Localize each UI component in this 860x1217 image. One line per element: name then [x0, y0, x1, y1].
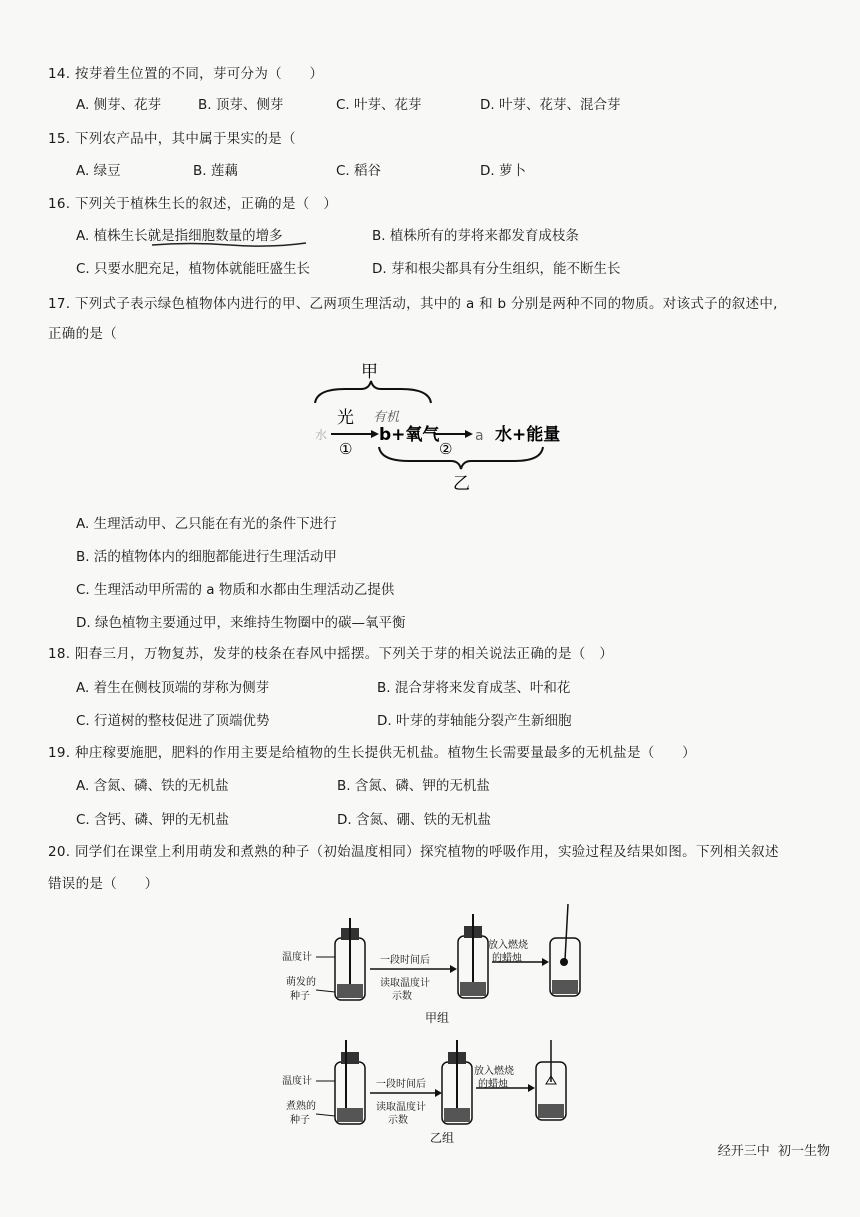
q15-option-b: B. 莲藕	[193, 163, 238, 179]
q17-option-a: A. 生理活动甲、乙只能在有光的条件下进行	[76, 516, 337, 532]
fig-group-b-label: 乙组	[430, 1131, 455, 1145]
question-17-stem-line2: 正确的是（	[48, 326, 117, 342]
question-16-stem: 16. 下列关于植株生长的叙述，正确的是（ ）	[48, 196, 338, 212]
fig-a-read-2: 示数	[392, 991, 412, 1002]
footer-subject: 初一生物	[777, 1144, 830, 1159]
q18-option-a: A. 着生在侧枝顶端的芽称为侧芽	[76, 680, 270, 696]
equation-light-label: 光	[337, 408, 354, 428]
q14-option-c: C. 叶芽、花芽	[336, 97, 422, 113]
question-20-stem-line2: 错误的是（ ）	[48, 876, 159, 892]
fig-a-candle-1: 放入燃烧	[488, 940, 528, 951]
q18-option-b: B. 混合芽将来发育成茎、叶和花	[377, 680, 571, 696]
equation-left-term: 水	[315, 428, 328, 442]
question-14-stem: 14. 按芽着生位置的不同，芽可分为（ ）	[48, 66, 324, 82]
q17-option-b: B. 活的植物体内的细胞都能进行生理活动甲	[76, 549, 337, 565]
fig-b-candle-1: 放入燃烧	[474, 1066, 514, 1077]
equation-label-jia: 甲	[361, 362, 378, 382]
q17-option-c: C. 生理活动甲所需的 a 物质和水都由生理活动乙提供	[76, 582, 395, 598]
fig-b-seeds-label-1: 煮熟的	[286, 1101, 316, 1112]
footer	[718, 1140, 830, 1159]
fig-group-a-label: 甲组	[425, 1011, 450, 1025]
fig-a-after-time: 一段时间后	[380, 955, 430, 966]
fig-b-candle-2: 的蜡烛	[478, 1079, 508, 1090]
fig-b-after-time: 一段时间后	[376, 1079, 426, 1090]
q19-option-a: A. 含氮、磷、铁的无机盐	[76, 778, 229, 794]
question-19-stem: 19. 种庄稼要施肥，肥料的作用主要是给植物的生长提供无机盐。植物生长需要量最多的无机盐是（ ）	[48, 745, 696, 761]
q14-option-d: D. 叶芽、花芽、混合芽	[480, 97, 621, 113]
fig-b-seeds-label-2: 种子	[290, 1115, 310, 1126]
equation-mid-term: b+氧气	[379, 425, 440, 445]
q18-option-d: D. 叶芽的芽轴能分裂产生新细胞	[377, 713, 572, 729]
q16-option-c: C. 只要水肥充足，植物体就能旺盛生长	[76, 261, 311, 277]
fig-b-thermometer-label: 温度计	[282, 1076, 312, 1087]
equation-step-1: ①	[339, 440, 353, 458]
q14-option-a: A. 侧芽、花芽	[76, 97, 162, 113]
equation-handwriting: 有机	[373, 410, 400, 425]
q15-option-a: A. 绿豆	[76, 163, 121, 179]
q18-option-c: C. 行道树的整枝促进了顶端优势	[76, 713, 270, 729]
question-15-stem: 15. 下列农产品中，其中属于果实的是（	[48, 131, 296, 147]
q17-equation-diagram	[305, 355, 575, 495]
fig-b-read-2: 示数	[388, 1115, 408, 1126]
handwritten-underline	[150, 240, 310, 248]
q19-option-d: D. 含氮、硼、铁的无机盐	[337, 812, 491, 828]
equation-right-rest: 水+能量	[495, 425, 561, 445]
q19-option-b: B. 含氮、磷、钾的无机盐	[337, 778, 490, 794]
q17-option-d: D. 绿色植物主要通过甲，来维持生物圈中的碳—氧平衡	[76, 615, 406, 631]
q15-option-c: C. 稻谷	[336, 163, 382, 179]
fig-b-read-1: 读取温度计	[376, 1102, 426, 1113]
fig-a-thermometer-label: 温度计	[282, 952, 312, 963]
equation-right-term: a	[475, 428, 484, 444]
q20-experiment-figure	[280, 900, 600, 1150]
question-17-stem-line1: 17. 下列式子表示绿色植物体内进行的甲、乙两项生理活动，其中的 a 和 b 分别是两种不同的物质。对该式子的叙述中,	[48, 296, 778, 312]
q16-option-a: A. 植株生长就是指细胞数量的增多	[76, 228, 283, 244]
q16-option-d: D. 芽和根尖都具有分生组织，能不断生长	[372, 261, 621, 277]
question-18-stem: 18. 阳春三月，万物复苏，发芽的枝条在春风中摇摆。下列关于芽的相关说法正确的是（ ）	[48, 646, 614, 662]
fig-a-candle-2: 的蜡烛	[492, 953, 522, 964]
fig-a-seeds-label-1: 萌发的	[286, 977, 316, 988]
fig-a-seeds-label-2: 种子	[290, 991, 310, 1002]
fig-a-read-1: 读取温度计	[380, 978, 430, 989]
equation-step-2: ②	[439, 440, 453, 458]
q19-option-c: C. 含钙、磷、钾的无机盐	[76, 812, 230, 828]
question-20-stem-line1: 20. 同学们在课堂上利用萌发和煮熟的种子（初始温度相同）探究植物的呼吸作用，实验过程及结果如图。下列相关叙述	[48, 844, 779, 860]
equation-label-yi: 乙	[453, 474, 470, 494]
q15-option-d: D. 萝卜	[480, 163, 526, 179]
q16-option-b: B. 植株所有的芽将来都发育成枝条	[372, 228, 579, 244]
q14-option-b: B. 顶芽、侧芽	[198, 97, 284, 113]
footer-school: 经开三中	[717, 1144, 770, 1159]
